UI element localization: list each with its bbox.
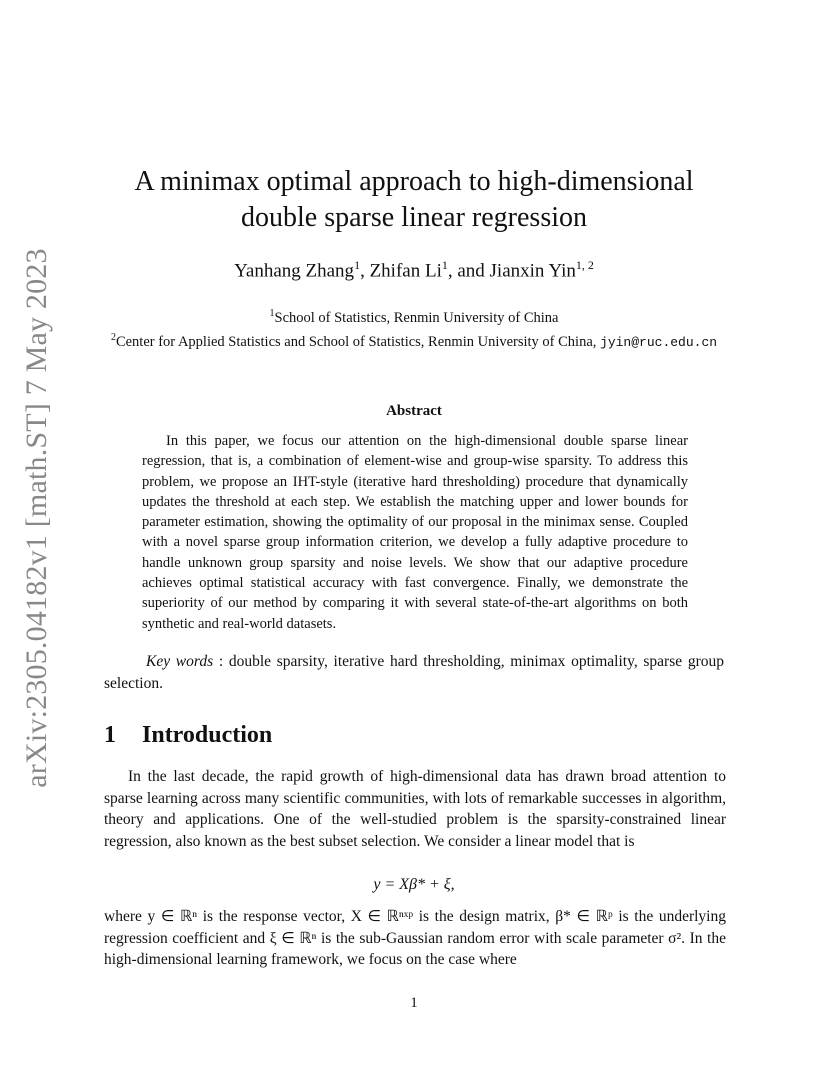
model-equation: y = Xβ* + ξ, <box>373 876 455 893</box>
affiliation-mark: 1 <box>269 308 275 319</box>
author-affiliation-mark: 1, 2 <box>575 258 594 272</box>
paper-title-line-1: A minimax optimal approach to high-dimensional <box>134 166 694 197</box>
intro-paragraph-2: where y ∈ ℝⁿ is the response vector, X ∈ ℝⁿˣᵖ is the design matrix, β* ∈ ℝᵖ is the underlying regression coefficient and ξ ∈ ℝⁿ is the sub-Gaussian random error with scale parameter σ². In the high-dimensional learning framework, we focus on the case where <box>104 908 726 968</box>
affiliation-text: School of Statistics, Renmin University of China <box>274 309 559 326</box>
abstract-body: In this paper, we focus our attention on the high-dimensional double sparse linear regression, that is, a combination of element-wise and group-wise sparsity. To address this problem, we propose an IHT-style (iterative hard thresholding) procedure that dynamically updates the threshold at each step. We establish the matching upper and lower bounds for parameter estimation, showing the optimality of our proposal in the minimax sense. Coupled with a novel sparse group information criterion, we develop a fully adaptive procedure to handle unknown group sparsity and noise levels. We show that our adaptive procedure achieves optimal statistical accuracy with fast convergence. Finally, we demonstrate the superiority of our method by comparing it with several state-of-the-art algorithms on both synthetic and real-world datasets. <box>142 433 688 632</box>
page-number: 1 <box>410 995 418 1011</box>
section-title: Introduction <box>142 722 273 748</box>
author-email-link[interactable]: jyin@ruc.edu.cn <box>600 334 718 350</box>
paper-title-line-2: double sparse linear regression <box>241 202 587 233</box>
affiliation-2 <box>40 328 788 353</box>
author-separator: , <box>360 260 370 282</box>
keywords-label: Key words <box>146 653 214 670</box>
author-affiliation-mark: 1 <box>441 258 448 272</box>
author-name: Zhifan Li <box>369 260 442 282</box>
intro-paragraph-1: In the last decade, the rapid growth of high-dimensional data has drawn broad attention to sparse learning across many scientific communities, with lots of remarkable successes in algorithm, theory and applications. One of the well-studied problem is the sparsity-constrained linear regression, also known as the best subset selection. We consider a linear model that is <box>104 768 726 850</box>
keywords <box>104 651 724 694</box>
affiliation-text: Center for Applied Statistics and School of Statistics, Renmin University of China, <box>115 333 601 350</box>
section-heading <box>104 722 272 749</box>
author-name: Jianxin Yin <box>489 260 576 282</box>
keywords-text: : double sparsity, iterative hard thresholding, minimax optimality, sparse group selection. <box>104 653 724 692</box>
paper-title <box>104 164 724 236</box>
abstract-heading: Abstract <box>386 403 442 419</box>
section-number: 1 <box>104 722 116 748</box>
author-list <box>104 258 724 282</box>
author-name: Yanhang Zhang <box>234 260 355 282</box>
author-separator: , and <box>447 260 490 282</box>
affiliation-1 <box>40 304 788 328</box>
affiliation-mark: 2 <box>110 331 116 343</box>
author-affiliation-mark: 1 <box>354 258 361 272</box>
arxiv-identifier: arXiv:2305.04182v1 [math.ST] 7 May 2023 <box>20 247 53 788</box>
affiliations <box>40 304 788 353</box>
